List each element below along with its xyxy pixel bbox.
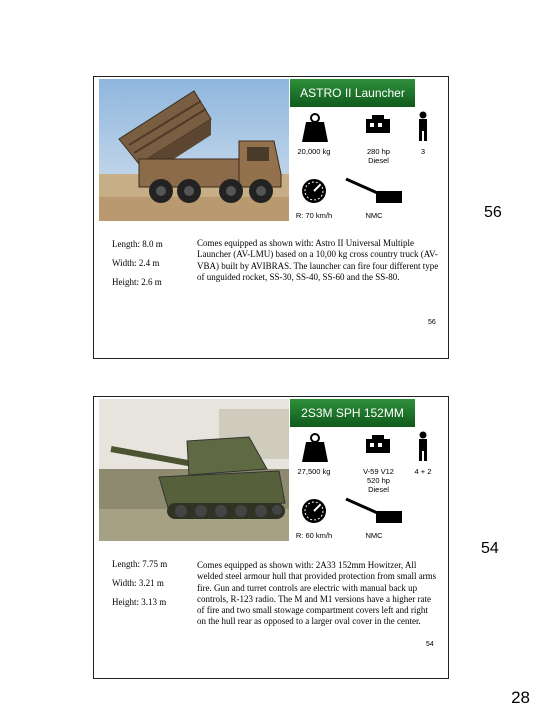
- range-value: R: 70 km/h: [295, 211, 333, 220]
- side-slide-number: 56: [484, 204, 502, 221]
- side-slide-number: 54: [481, 540, 499, 557]
- astro-launcher-photo: [99, 79, 289, 221]
- vehicle-description: Comes equipped as shown with: 2A33 152mm Howitzer, All welded steel armour hull that provided protection from small arms fire. Gun and turret controls are electric with manual back up controls, R-123 radio. The M and M1 versions have a higher rate of fire and two small stowage compartment covers left and right on the hull rear as opposed to a larger oval cover in the center.: [197, 560, 437, 627]
- crew-person-icon: [417, 111, 429, 146]
- crew-value: 4 + 2: [414, 467, 432, 476]
- engine-model-value: V-59 V12: [363, 467, 394, 476]
- length-spec: Length: 7.75 m: [112, 559, 168, 569]
- range-value: R: 60 km/h: [295, 531, 333, 540]
- 2s3m-sph-photo: [99, 399, 289, 541]
- speedometer-icon: [301, 178, 327, 209]
- engine-icon: [364, 433, 392, 462]
- fuel-value: Diesel: [368, 156, 389, 165]
- page-number: 28: [511, 688, 530, 707]
- weight-icon: [302, 432, 328, 467]
- gun-turret-icon: [344, 177, 404, 212]
- width-spec: Width: 3.21 m: [112, 578, 164, 588]
- vehicle-description: Comes equipped as shown with: Astro II Universal Multiple Launcher (AV-LMU) based on a 10,00 kg cross country truck (AV-VBA) built by AVIBRAS. The launcher can fire four different type of unguided rocket, SS-30, SS-40, SS-60 and the SS-80.: [197, 238, 439, 282]
- fuel-value: Diesel: [368, 485, 389, 494]
- gun-turret-icon: [344, 497, 404, 532]
- weight-icon: [302, 112, 328, 147]
- engine-value: 280 hp: [367, 147, 390, 156]
- crew-person-icon: [417, 431, 429, 466]
- protection-value: NMC: [365, 211, 383, 220]
- height-spec: Height: 3.13 m: [112, 597, 167, 607]
- vehicle-title-banner: ASTRO II Launcher: [290, 79, 415, 107]
- weight-value: 27,500 kg: [297, 467, 331, 476]
- width-spec: Width: 2.4 m: [112, 258, 160, 268]
- slide-page-number: 54: [426, 641, 434, 648]
- height-spec: Height: 2.6 m: [112, 277, 162, 287]
- engine-power-value: 520 hp: [367, 476, 390, 485]
- slide-2s3m-sph: [93, 396, 449, 679]
- length-spec: Length: 8.0 m: [112, 239, 163, 249]
- weight-value: 20,000 kg: [297, 147, 331, 156]
- protection-value: NMC: [365, 531, 383, 540]
- slide-page-number: 56: [428, 319, 436, 326]
- vehicle-title-banner: 2S3M SPH 152MM: [290, 399, 415, 427]
- slide-astro-launcher: [93, 76, 449, 359]
- speedometer-icon: [301, 498, 327, 529]
- crew-value: 3: [420, 147, 426, 156]
- engine-icon: [364, 113, 392, 142]
